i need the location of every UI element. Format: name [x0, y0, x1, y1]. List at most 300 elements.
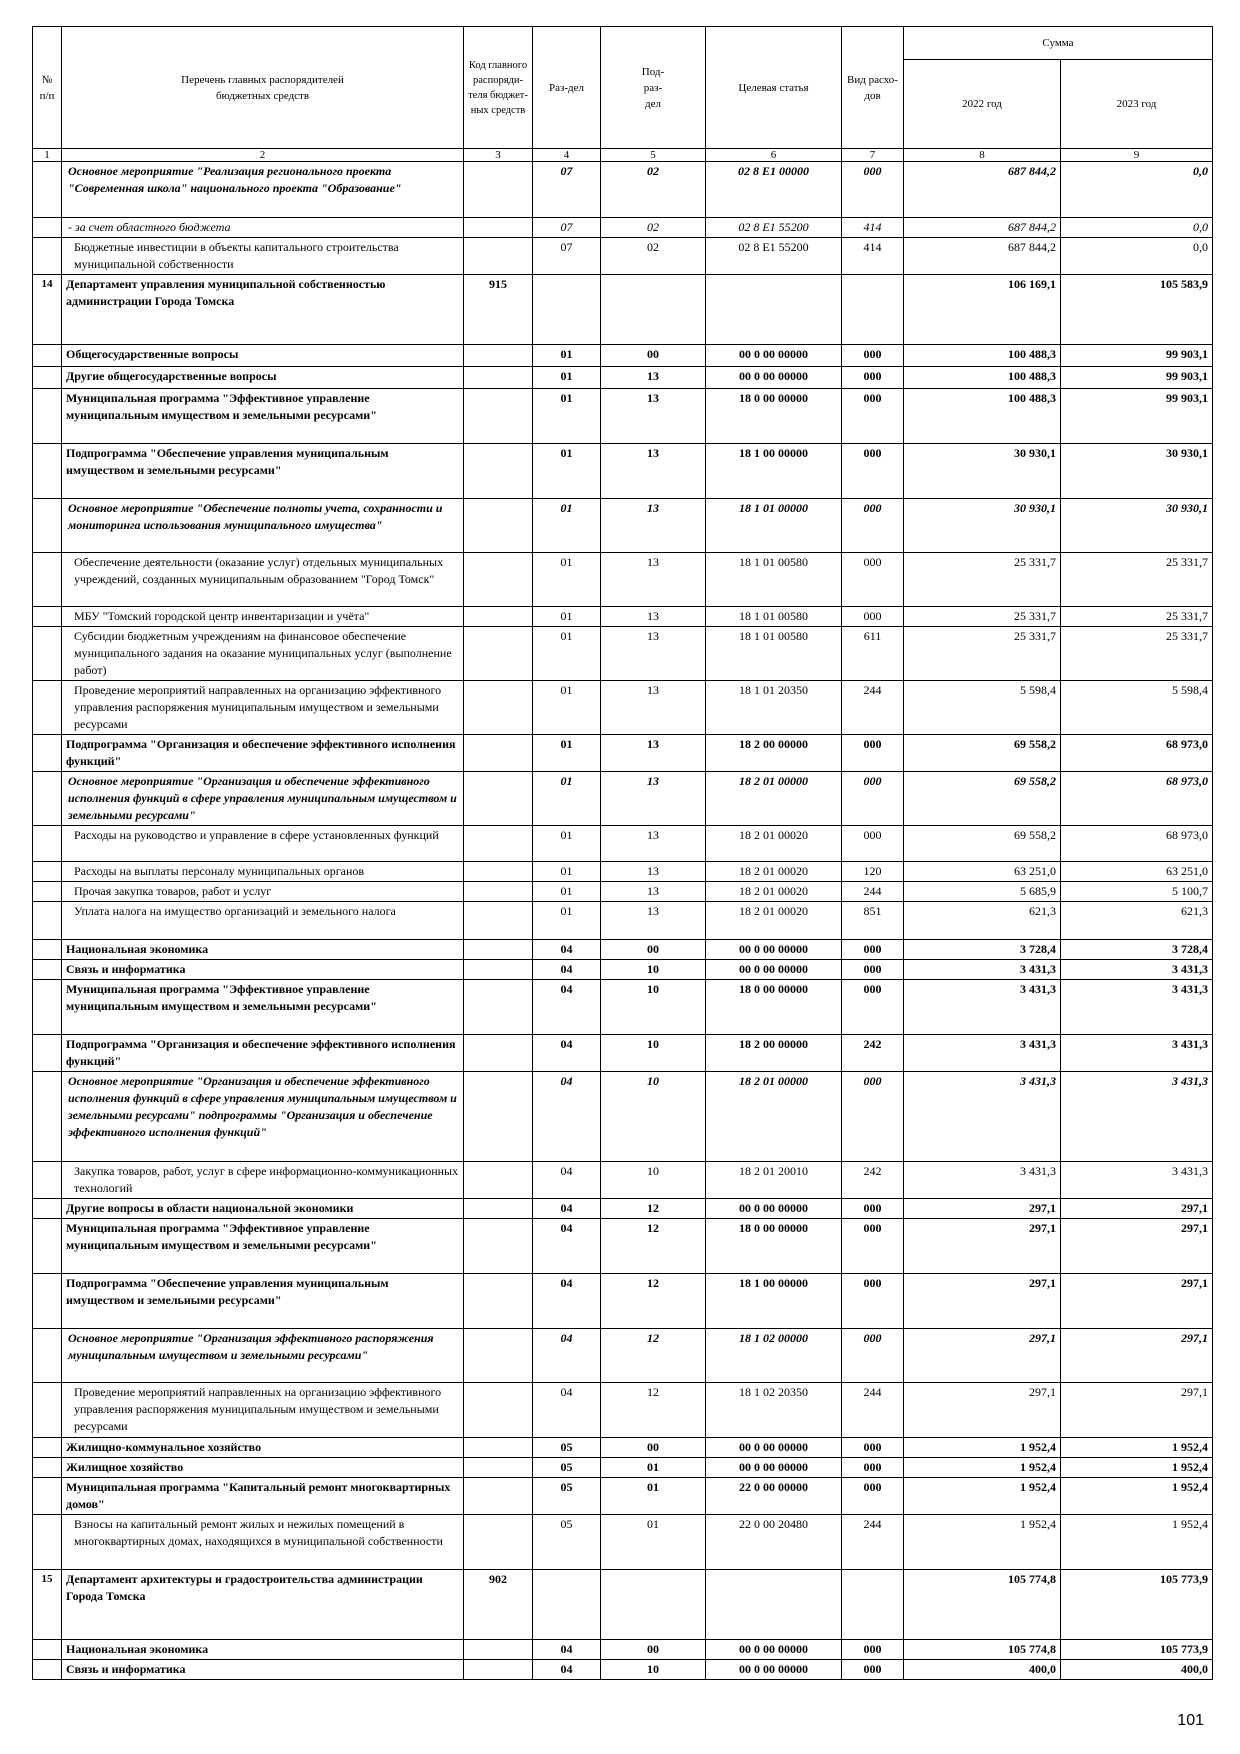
row-name-cell: Субсидии бюджетным учреждениям на финансовое обеспечение муниципального задания на оказание муниципальных услуг (выполнение работ) — [62, 627, 464, 681]
row-vid-cell: 000 — [842, 607, 904, 627]
row-razdel-cell: 04 — [533, 1162, 601, 1199]
row-vid-cell — [842, 1570, 904, 1640]
row-name-cell: Департамент управления муниципальной собственностью администрации Города Томска — [62, 275, 464, 345]
row-sum-2022-cell: 105 774,8 — [904, 1640, 1061, 1660]
row-vid-cell: 000 — [842, 1329, 904, 1383]
table-row — [33, 1219, 1213, 1274]
table-row — [33, 940, 1213, 960]
row-podrazdel-cell: 00 — [601, 940, 706, 960]
row-code-cell — [464, 1219, 533, 1274]
header-name: Перечень главных распорядителей бюджетных средств — [62, 27, 464, 149]
row-vid-cell: 244 — [842, 1383, 904, 1438]
row-code-cell: 902 — [464, 1570, 533, 1640]
row-num-cell — [33, 1035, 62, 1072]
row-vid-cell: 851 — [842, 902, 904, 940]
row-article-cell: 18 2 01 00020 — [706, 882, 842, 902]
row-podrazdel-cell: 12 — [601, 1383, 706, 1438]
row-razdel-cell: 01 — [533, 367, 601, 389]
row-sum-2022-cell: 5 685,9 — [904, 882, 1061, 902]
row-podrazdel-cell: 01 — [601, 1515, 706, 1570]
row-article-cell: 18 2 01 00020 — [706, 826, 842, 862]
row-code-cell — [464, 681, 533, 735]
row-sum-2022-cell: 1 952,4 — [904, 1438, 1061, 1458]
row-sum-2022-cell: 30 930,1 — [904, 444, 1061, 499]
row-code-cell — [464, 499, 533, 553]
row-article-cell: 18 1 01 00000 — [706, 499, 842, 553]
row-name-cell: Проведение мероприятий направленных на организацию эффективного управления распоряжения муниципальным имуществом и земельными ресурсами — [62, 681, 464, 735]
row-vid-cell: 000 — [842, 1478, 904, 1515]
row-podrazdel-cell: 00 — [601, 1640, 706, 1660]
row-name-cell: Обеспечение деятельности (оказание услуг) отдельных муниципальных учреждений, созданных муниципальным образованием "Город Томск" — [62, 553, 464, 607]
table-row — [33, 902, 1213, 940]
table-row — [33, 681, 1213, 735]
row-num-cell: 15 — [33, 1570, 62, 1640]
row-name-cell: - за счет областного бюджета — [62, 218, 464, 238]
row-name-cell: Проведение мероприятий направленных на организацию эффективного управления распоряжения муниципальным имуществом и земельными ресурсами — [62, 1383, 464, 1438]
row-sum-2023-cell: 99 903,1 — [1061, 345, 1213, 367]
row-sum-2023-cell: 5 598,4 — [1061, 681, 1213, 735]
row-article-cell: 22 0 00 00000 — [706, 1478, 842, 1515]
row-article-cell: 18 0 00 00000 — [706, 1219, 842, 1274]
row-razdel-cell: 04 — [533, 1640, 601, 1660]
row-num-cell — [33, 1383, 62, 1438]
row-sum-2022-cell: 297,1 — [904, 1329, 1061, 1383]
row-sum-2022-cell: 687 844,2 — [904, 238, 1061, 275]
row-num-cell — [33, 1640, 62, 1660]
row-podrazdel-cell: 02 — [601, 218, 706, 238]
page-number: 101 — [1177, 1712, 1204, 1729]
row-article-cell: 00 0 00 00000 — [706, 367, 842, 389]
row-sum-2023-cell: 3 431,3 — [1061, 1072, 1213, 1162]
table-row — [33, 882, 1213, 902]
row-code-cell — [464, 1640, 533, 1660]
row-podrazdel-cell: 00 — [601, 345, 706, 367]
row-article-cell: 00 0 00 00000 — [706, 1640, 842, 1660]
row-sum-2022-cell: 105 774,8 — [904, 1570, 1061, 1640]
row-code-cell — [464, 444, 533, 499]
row-name-cell: Основное мероприятие "Организация и обеспечение эффективного исполнения функций в сфере управления муниципальным имуществом и земельными ресурсами" — [62, 772, 464, 826]
row-code-cell — [464, 607, 533, 627]
row-podrazdel-cell: 02 — [601, 162, 706, 218]
table-row — [33, 238, 1213, 275]
row-sum-2022-cell: 69 558,2 — [904, 772, 1061, 826]
row-article-cell: 18 1 02 20350 — [706, 1383, 842, 1438]
row-sum-2023-cell: 297,1 — [1061, 1274, 1213, 1329]
row-num-cell — [33, 389, 62, 444]
row-razdel-cell: 05 — [533, 1458, 601, 1478]
row-name-cell: Связь и информатика — [62, 960, 464, 980]
row-name-cell: Муниципальная программа "Эффективное управление муниципальным имуществом и земельными ресурсами" — [62, 1219, 464, 1274]
row-name-cell: Бюджетные инвестиции в объекты капитального строительства муниципальной собственности — [62, 238, 464, 275]
row-vid-cell: 000 — [842, 1219, 904, 1274]
row-name-cell: Общегосударственные вопросы — [62, 345, 464, 367]
row-razdel-cell: 05 — [533, 1478, 601, 1515]
row-sum-2023-cell: 3 431,3 — [1061, 1162, 1213, 1199]
row-sum-2022-cell: 3 431,3 — [904, 1162, 1061, 1199]
row-sum-2023-cell: 25 331,7 — [1061, 607, 1213, 627]
row-vid-cell: 244 — [842, 882, 904, 902]
row-article-cell: 02 8 E1 55200 — [706, 218, 842, 238]
row-sum-2023-cell: 1 952,4 — [1061, 1458, 1213, 1478]
table-row — [33, 1660, 1213, 1680]
row-article-cell: 18 2 00 00000 — [706, 735, 842, 772]
row-vid-cell: 000 — [842, 1640, 904, 1660]
row-vid-cell: 000 — [842, 499, 904, 553]
row-article-cell: 00 0 00 00000 — [706, 1458, 842, 1478]
col-number: 2 — [62, 149, 464, 162]
row-article-cell: 18 1 00 00000 — [706, 1274, 842, 1329]
row-sum-2022-cell: 3 431,3 — [904, 980, 1061, 1035]
row-sum-2022-cell: 687 844,2 — [904, 218, 1061, 238]
row-razdel-cell: 05 — [533, 1438, 601, 1458]
row-vid-cell: 000 — [842, 389, 904, 444]
row-article-cell: 00 0 00 00000 — [706, 940, 842, 960]
row-podrazdel-cell: 13 — [601, 367, 706, 389]
table-row — [33, 1162, 1213, 1199]
row-article-cell: 18 1 00 00000 — [706, 444, 842, 499]
row-article-cell: 00 0 00 00000 — [706, 1660, 842, 1680]
row-article-cell: 18 2 01 00020 — [706, 902, 842, 940]
row-razdel-cell: 01 — [533, 772, 601, 826]
row-sum-2023-cell: 297,1 — [1061, 1383, 1213, 1438]
row-podrazdel-cell: 13 — [601, 607, 706, 627]
row-sum-2023-cell: 68 973,0 — [1061, 772, 1213, 826]
row-razdel-cell: 07 — [533, 238, 601, 275]
row-podrazdel-cell: 13 — [601, 499, 706, 553]
row-sum-2023-cell: 297,1 — [1061, 1329, 1213, 1383]
header-code: Код главного распоряди-теля бюджет-ных средств — [464, 27, 533, 149]
table-row — [33, 1035, 1213, 1072]
row-razdel-cell: 01 — [533, 345, 601, 367]
row-vid-cell: 244 — [842, 1515, 904, 1570]
row-podrazdel-cell: 13 — [601, 772, 706, 826]
row-razdel-cell: 01 — [533, 607, 601, 627]
row-num-cell — [33, 627, 62, 681]
row-sum-2023-cell: 105 583,9 — [1061, 275, 1213, 345]
row-sum-2023-cell: 25 331,7 — [1061, 627, 1213, 681]
row-code-cell — [464, 238, 533, 275]
header-year-2022: 2022 год — [904, 60, 1061, 149]
table-row — [33, 862, 1213, 882]
table-row — [33, 553, 1213, 607]
row-name-cell: Взносы на капитальный ремонт жилых и нежилых помещений в многоквартирных домах, находящихся в муниципальной собственности — [62, 1515, 464, 1570]
row-vid-cell: 000 — [842, 980, 904, 1035]
row-article-cell: 18 2 00 00000 — [706, 1035, 842, 1072]
row-vid-cell: 000 — [842, 1199, 904, 1219]
row-vid-cell: 000 — [842, 162, 904, 218]
table-row — [33, 826, 1213, 862]
table-row — [33, 275, 1213, 345]
row-num-cell — [33, 772, 62, 826]
row-vid-cell: 000 — [842, 1438, 904, 1458]
row-razdel-cell: 04 — [533, 1274, 601, 1329]
row-sum-2022-cell: 25 331,7 — [904, 553, 1061, 607]
row-sum-2022-cell: 25 331,7 — [904, 627, 1061, 681]
row-article-cell: 18 0 00 00000 — [706, 389, 842, 444]
row-article-cell: 22 0 00 20480 — [706, 1515, 842, 1570]
table-row — [33, 499, 1213, 553]
row-code-cell — [464, 1199, 533, 1219]
row-vid-cell: 000 — [842, 1072, 904, 1162]
row-code-cell — [464, 367, 533, 389]
row-razdel-cell: 01 — [533, 902, 601, 940]
row-article-cell: 18 2 01 20010 — [706, 1162, 842, 1199]
row-num-cell — [33, 980, 62, 1035]
row-article-cell: 02 8 E1 00000 — [706, 162, 842, 218]
row-vid-cell: 000 — [842, 826, 904, 862]
row-name-cell: Расходы на руководство и управление в сфере установленных функций — [62, 826, 464, 862]
row-sum-2023-cell: 1 952,4 — [1061, 1438, 1213, 1458]
row-sum-2022-cell: 687 844,2 — [904, 162, 1061, 218]
row-podrazdel-cell: 10 — [601, 1035, 706, 1072]
row-sum-2023-cell: 1 952,4 — [1061, 1478, 1213, 1515]
row-razdel-cell: 05 — [533, 1515, 601, 1570]
table-row — [33, 960, 1213, 980]
col-number: 8 — [904, 149, 1061, 162]
row-name-cell: Другие общегосударственные вопросы — [62, 367, 464, 389]
row-sum-2023-cell: 3 431,3 — [1061, 980, 1213, 1035]
table-row — [33, 627, 1213, 681]
col-number: 6 — [706, 149, 842, 162]
table-row — [33, 735, 1213, 772]
table-row — [33, 1478, 1213, 1515]
table-row — [33, 1515, 1213, 1570]
row-podrazdel-cell: 13 — [601, 681, 706, 735]
row-num-cell — [33, 1072, 62, 1162]
row-razdel-cell: 01 — [533, 499, 601, 553]
row-num-cell — [33, 826, 62, 862]
row-num-cell — [33, 162, 62, 218]
row-sum-2023-cell: 0,0 — [1061, 218, 1213, 238]
row-num-cell — [33, 499, 62, 553]
col-number: 7 — [842, 149, 904, 162]
row-code-cell — [464, 162, 533, 218]
row-vid-cell: 244 — [842, 681, 904, 735]
row-code-cell — [464, 980, 533, 1035]
row-podrazdel-cell: 13 — [601, 882, 706, 902]
row-code-cell — [464, 1329, 533, 1383]
row-num-cell — [33, 238, 62, 275]
header-podrazdel: Под-раз-дел — [601, 27, 706, 149]
table-row — [33, 1199, 1213, 1219]
row-num-cell — [33, 1274, 62, 1329]
row-name-cell: Департамент архитектуры и градостроительства администрации Города Томска — [62, 1570, 464, 1640]
row-code-cell — [464, 862, 533, 882]
row-sum-2023-cell: 0,0 — [1061, 238, 1213, 275]
row-num-cell — [33, 882, 62, 902]
row-sum-2023-cell: 3 431,3 — [1061, 960, 1213, 980]
row-podrazdel-cell: 02 — [601, 238, 706, 275]
row-razdel-cell: 04 — [533, 1035, 601, 1072]
row-code-cell — [464, 1162, 533, 1199]
row-article-cell: 18 1 01 00580 — [706, 607, 842, 627]
row-razdel-cell: 01 — [533, 389, 601, 444]
row-podrazdel-cell: 10 — [601, 980, 706, 1035]
row-vid-cell: 414 — [842, 238, 904, 275]
header-sum: Сумма — [904, 27, 1213, 60]
row-code-cell — [464, 940, 533, 960]
row-razdel-cell: 01 — [533, 735, 601, 772]
row-article-cell — [706, 275, 842, 345]
row-name-cell: Основное мероприятие "Организация и обеспечение эффективного исполнения функций в сфере управления муниципальным имуществом и земельными ресурсами" подпрограммы "Организация и обеспечение эффективного исполнения функций" — [62, 1072, 464, 1162]
col-number: 1 — [33, 149, 62, 162]
table-row — [33, 345, 1213, 367]
row-vid-cell: 414 — [842, 218, 904, 238]
row-sum-2022-cell: 1 952,4 — [904, 1458, 1061, 1478]
header-vid: Вид расхо-дов — [842, 27, 904, 149]
row-name-cell: Подпрограмма "Обеспечение управления муниципальным имуществом и земельными ресурсами" — [62, 444, 464, 499]
row-podrazdel-cell: 12 — [601, 1219, 706, 1274]
row-razdel-cell: 07 — [533, 218, 601, 238]
row-name-cell: Муниципальная программа "Эффективное управление муниципальным имуществом и земельными ресурсами" — [62, 389, 464, 444]
row-name-cell: Национальная экономика — [62, 940, 464, 960]
row-code-cell — [464, 1383, 533, 1438]
col-number: 3 — [464, 149, 533, 162]
row-article-cell: 02 8 E1 55200 — [706, 238, 842, 275]
row-razdel-cell: 04 — [533, 1072, 601, 1162]
row-num-cell — [33, 1660, 62, 1680]
table-row — [33, 1458, 1213, 1478]
row-sum-2022-cell: 100 488,3 — [904, 345, 1061, 367]
row-num-cell — [33, 1458, 62, 1478]
row-code-cell — [464, 345, 533, 367]
row-sum-2023-cell: 3 728,4 — [1061, 940, 1213, 960]
row-sum-2022-cell: 297,1 — [904, 1274, 1061, 1329]
row-code-cell — [464, 1660, 533, 1680]
row-name-cell: Жилищно-коммунальное хозяйство — [62, 1438, 464, 1458]
row-sum-2023-cell: 621,3 — [1061, 902, 1213, 940]
row-article-cell: 18 2 01 00000 — [706, 1072, 842, 1162]
row-sum-2022-cell: 30 930,1 — [904, 499, 1061, 553]
row-sum-2023-cell: 99 903,1 — [1061, 389, 1213, 444]
row-podrazdel-cell: 13 — [601, 826, 706, 862]
table-row — [33, 980, 1213, 1035]
row-razdel-cell — [533, 1570, 601, 1640]
row-razdel-cell: 04 — [533, 1199, 601, 1219]
row-podrazdel-cell: 12 — [601, 1274, 706, 1329]
row-num-cell — [33, 902, 62, 940]
row-vid-cell: 611 — [842, 627, 904, 681]
row-num-cell — [33, 960, 62, 980]
row-num-cell — [33, 553, 62, 607]
row-num-cell — [33, 1329, 62, 1383]
row-code-cell — [464, 389, 533, 444]
row-num-cell — [33, 862, 62, 882]
row-article-cell: 18 1 01 00580 — [706, 627, 842, 681]
row-sum-2022-cell: 3 431,3 — [904, 960, 1061, 980]
row-sum-2022-cell: 1 952,4 — [904, 1478, 1061, 1515]
row-sum-2022-cell: 3 728,4 — [904, 940, 1061, 960]
row-name-cell: Жилищное хозяйство — [62, 1458, 464, 1478]
row-razdel-cell: 04 — [533, 1660, 601, 1680]
row-sum-2022-cell: 297,1 — [904, 1383, 1061, 1438]
row-podrazdel-cell: 13 — [601, 735, 706, 772]
row-vid-cell: 000 — [842, 1458, 904, 1478]
row-sum-2023-cell: 25 331,7 — [1061, 553, 1213, 607]
row-code-cell — [464, 627, 533, 681]
row-num-cell — [33, 444, 62, 499]
row-sum-2023-cell: 30 930,1 — [1061, 444, 1213, 499]
row-podrazdel-cell: 10 — [601, 1660, 706, 1680]
row-name-cell: Уплата налога на имущество организаций и земельного налога — [62, 902, 464, 940]
row-vid-cell: 000 — [842, 553, 904, 607]
row-razdel-cell: 01 — [533, 553, 601, 607]
table-row — [33, 772, 1213, 826]
row-vid-cell: 242 — [842, 1035, 904, 1072]
row-sum-2023-cell: 68 973,0 — [1061, 826, 1213, 862]
row-name-cell: Расходы на выплаты персоналу муниципальных органов — [62, 862, 464, 882]
row-num-cell — [33, 1162, 62, 1199]
row-article-cell: 18 1 01 20350 — [706, 681, 842, 735]
row-code-cell — [464, 1035, 533, 1072]
row-podrazdel-cell: 10 — [601, 1162, 706, 1199]
row-sum-2022-cell: 621,3 — [904, 902, 1061, 940]
row-num-cell — [33, 218, 62, 238]
row-code-cell — [464, 1072, 533, 1162]
row-name-cell: Подпрограмма "Обеспечение управления муниципальным имуществом и земельными ресурсами" — [62, 1274, 464, 1329]
row-vid-cell: 000 — [842, 367, 904, 389]
row-podrazdel-cell: 13 — [601, 444, 706, 499]
table-row — [33, 1274, 1213, 1329]
row-name-cell: Прочая закупка товаров, работ и услуг — [62, 882, 464, 902]
row-name-cell: МБУ "Томский городской центр инвентаризации и учёта" — [62, 607, 464, 627]
header-razdel: Раз-дел — [533, 27, 601, 149]
table-row — [33, 218, 1213, 238]
row-code-cell: 915 — [464, 275, 533, 345]
row-article-cell: 18 0 00 00000 — [706, 980, 842, 1035]
row-sum-2023-cell: 3 431,3 — [1061, 1035, 1213, 1072]
row-sum-2022-cell: 100 488,3 — [904, 367, 1061, 389]
row-sum-2023-cell: 68 973,0 — [1061, 735, 1213, 772]
table-row — [33, 1640, 1213, 1660]
row-sum-2023-cell: 5 100,7 — [1061, 882, 1213, 902]
table-row — [33, 1383, 1213, 1438]
row-podrazdel-cell: 13 — [601, 862, 706, 882]
row-podrazdel-cell: 12 — [601, 1329, 706, 1383]
row-code-cell — [464, 1515, 533, 1570]
row-sum-2022-cell: 106 169,1 — [904, 275, 1061, 345]
row-vid-cell: 120 — [842, 862, 904, 882]
row-name-cell: Другие вопросы в области национальной экономики — [62, 1199, 464, 1219]
row-num-cell — [33, 1219, 62, 1274]
header-article: Целевая статья — [706, 27, 842, 149]
row-razdel-cell: 01 — [533, 681, 601, 735]
row-num-cell — [33, 1515, 62, 1570]
row-article-cell: 00 0 00 00000 — [706, 1438, 842, 1458]
row-sum-2023-cell: 63 251,0 — [1061, 862, 1213, 882]
header-num: № п/п — [33, 27, 62, 149]
row-code-cell — [464, 826, 533, 862]
row-razdel-cell: 01 — [533, 882, 601, 902]
row-podrazdel-cell: 13 — [601, 902, 706, 940]
table-row — [33, 1570, 1213, 1640]
row-vid-cell: 000 — [842, 1660, 904, 1680]
row-article-cell: 18 1 02 00000 — [706, 1329, 842, 1383]
row-vid-cell — [842, 275, 904, 345]
row-sum-2022-cell: 63 251,0 — [904, 862, 1061, 882]
col-number: 9 — [1061, 149, 1213, 162]
row-razdel-cell: 01 — [533, 444, 601, 499]
row-sum-2023-cell: 30 930,1 — [1061, 499, 1213, 553]
row-sum-2022-cell: 69 558,2 — [904, 826, 1061, 862]
row-sum-2022-cell: 1 952,4 — [904, 1515, 1061, 1570]
table-row — [33, 1329, 1213, 1383]
row-podrazdel-cell: 10 — [601, 960, 706, 980]
row-sum-2022-cell: 25 331,7 — [904, 607, 1061, 627]
row-name-cell: Подпрограмма "Организация и обеспечение эффективного исполнения функций" — [62, 1035, 464, 1072]
row-podrazdel-cell: 12 — [601, 1199, 706, 1219]
row-code-cell — [464, 772, 533, 826]
